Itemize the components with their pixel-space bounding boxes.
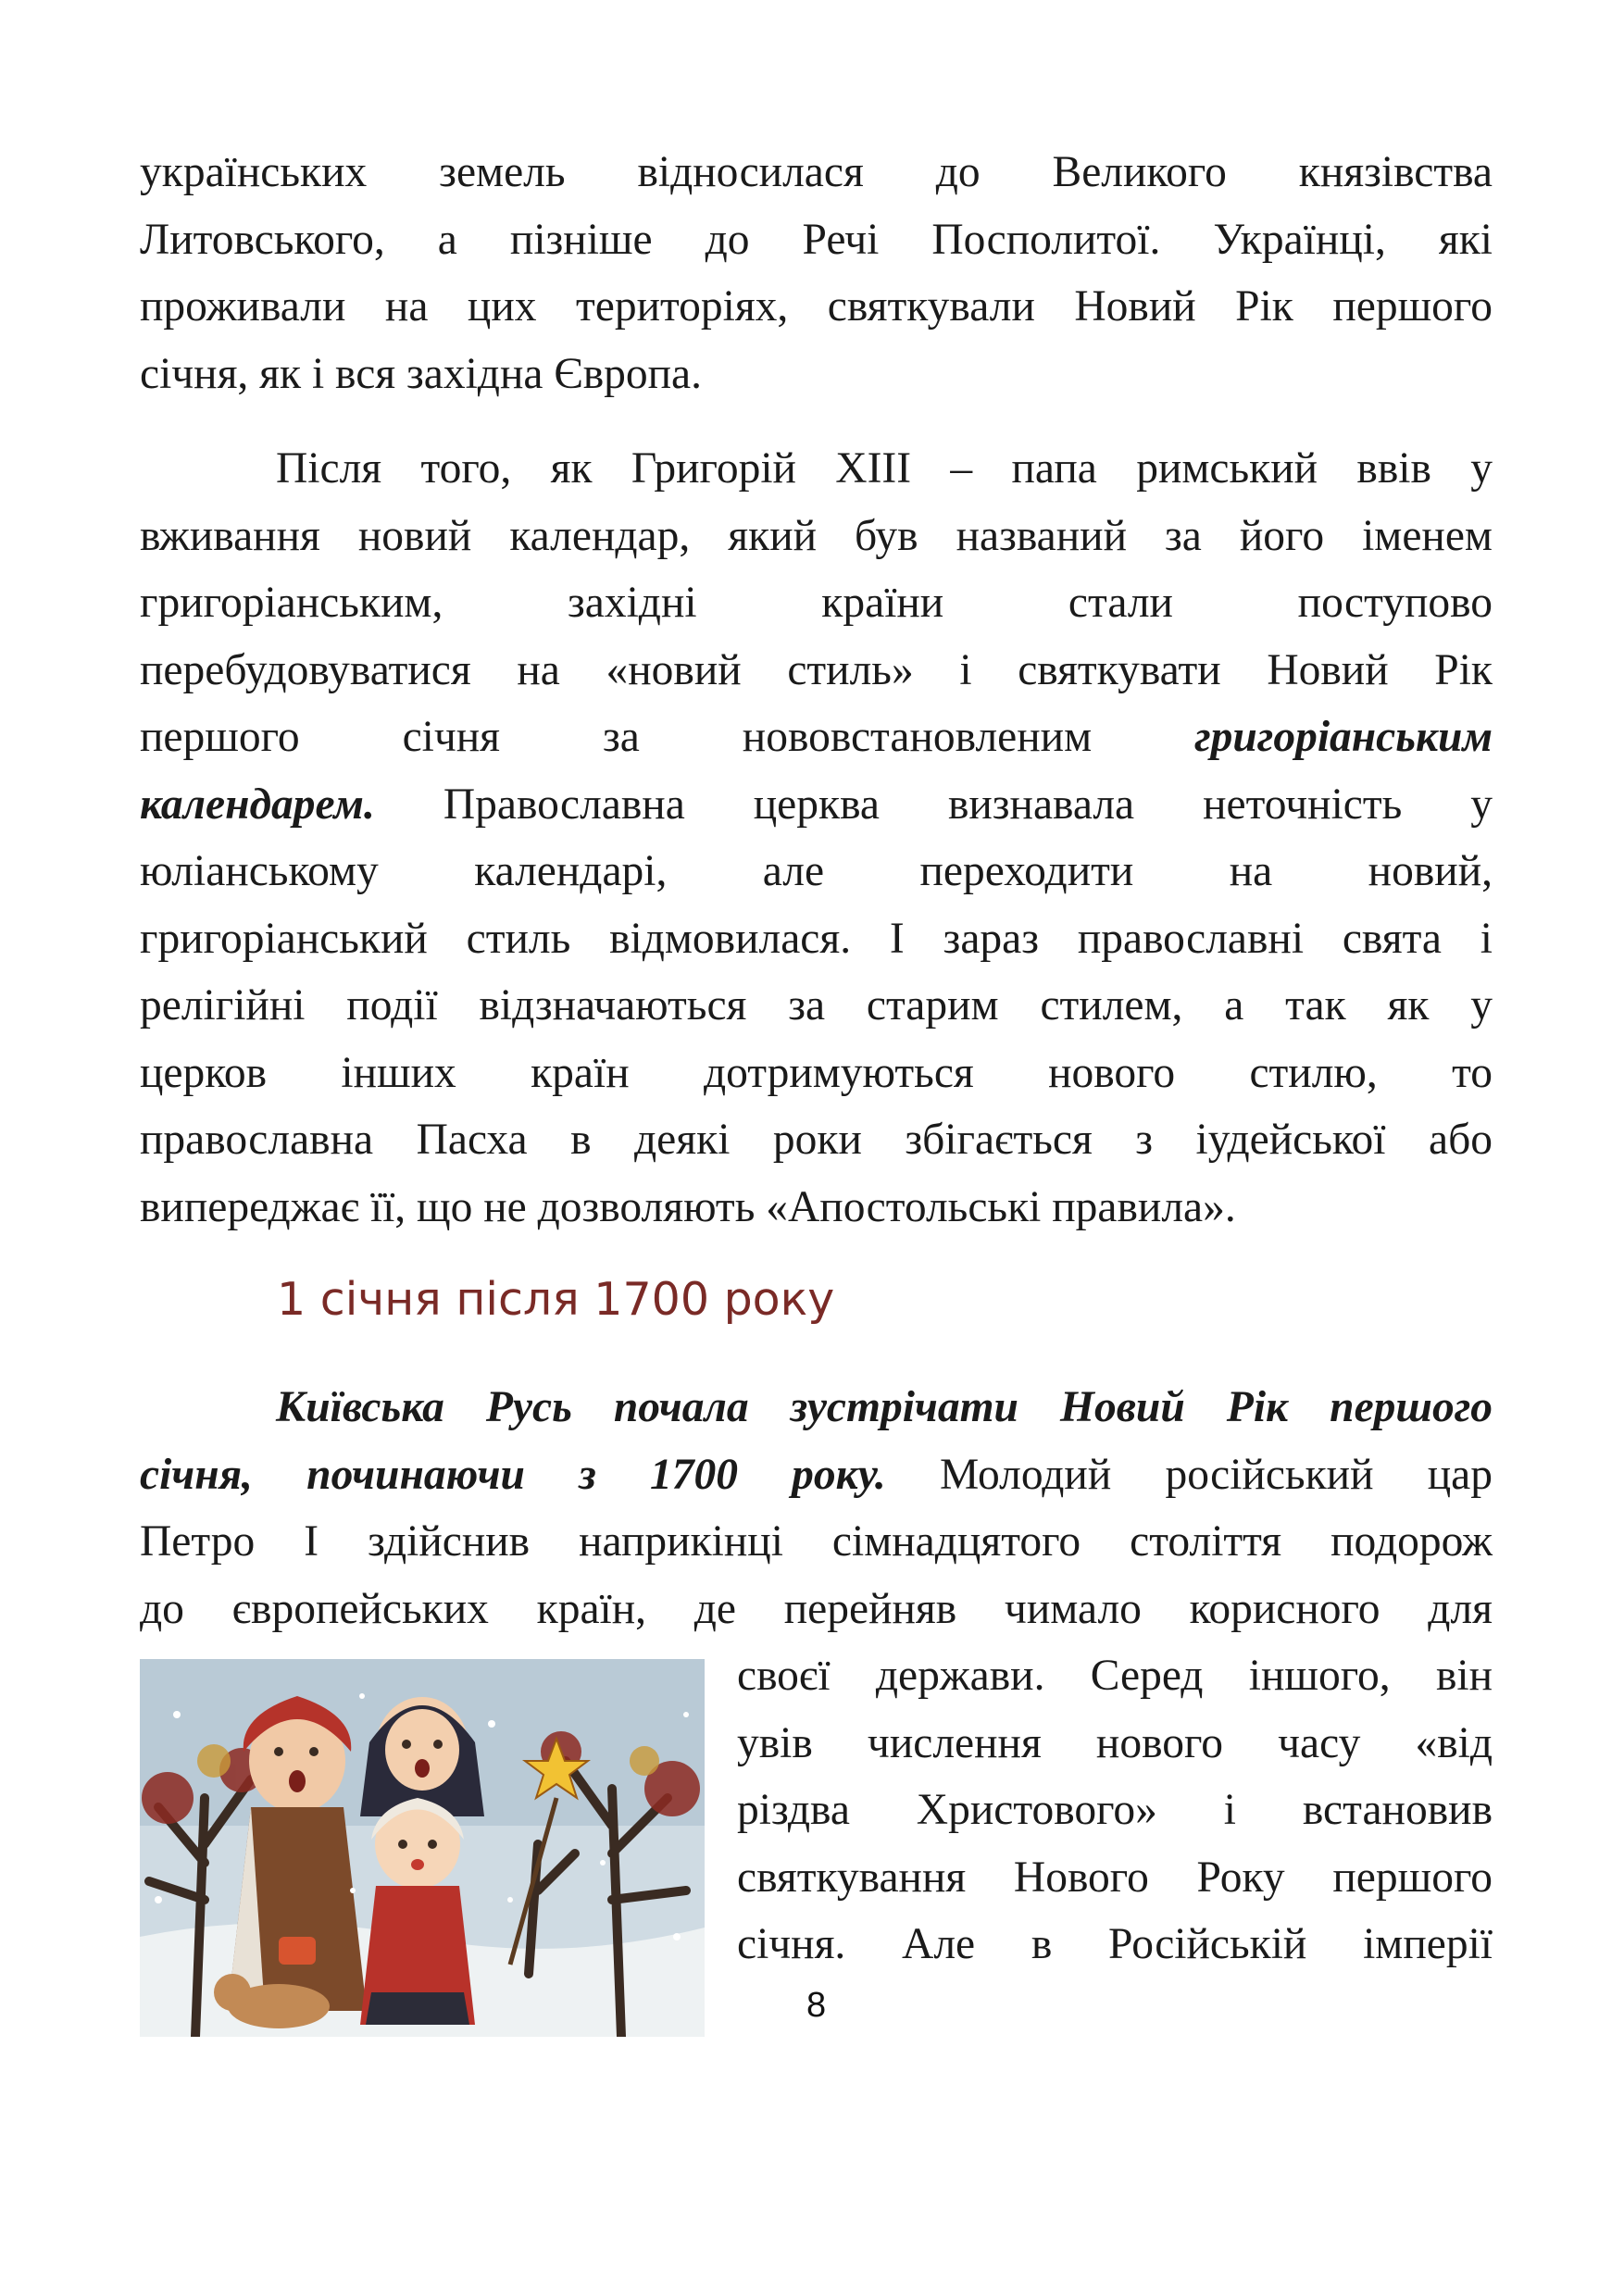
- paragraph-3: [140, 1374, 1493, 1642]
- section-heading: 1 січня після 1700 року: [277, 1273, 835, 1326]
- text-line: проживали на цих територіях, святкували Новий Рік першого: [140, 282, 1493, 331]
- emphasis-text: григоріанським: [1194, 713, 1493, 761]
- text-line: перебудовуватися на «новий стиль» і святкувати Новий Рік: [140, 645, 1493, 694]
- carolers-illustration: [140, 1659, 705, 2037]
- emphasis-text: січня, починаючи з 1700 року.: [140, 1450, 886, 1499]
- text-line: [140, 771, 1493, 839]
- text-line: юліанському календарі, але переходити на новий,: [140, 847, 1493, 895]
- text-line: Київська Русь почала зустрічати Новий Рік першого: [276, 1383, 1493, 1431]
- text-line: січня. Але в Російській імперії: [737, 1920, 1493, 1968]
- text-line: православна Пасха в деякі роки збігається з іудейської або: [140, 1116, 1493, 1164]
- paragraph-4: [737, 1642, 1493, 1978]
- text-line: різдва Христового» і встановив: [737, 1786, 1493, 1834]
- text-line: січня, як і вся західна Європа.: [140, 349, 703, 398]
- text-line: Петро І здійснив наприкінці сімнадцятого століття подорож: [140, 1517, 1493, 1566]
- text-line: релігійні події відзначаються за старим стилем, а так як у: [140, 981, 1493, 1029]
- text-line: своєї держави. Серед іншого, він: [737, 1652, 1493, 1700]
- text-line: григоріанським, західні країни стали поступово: [140, 579, 1493, 627]
- text-line: Литовського, а пізніше до Речі Посполитої. Українці, які: [140, 215, 1493, 264]
- paragraph-1: [140, 139, 1493, 407]
- text-line: увів числення нового часу «від: [737, 1718, 1493, 1767]
- text-line: українських земель відносилася до Великого князівства: [140, 148, 1493, 196]
- text-line: святкування Нового Року першого: [737, 1853, 1493, 1902]
- text-line: випереджає її, що не дозволяють «Апостольські правила».: [140, 1182, 1236, 1231]
- text-run: Православна церква визнавала неточність у: [374, 780, 1493, 829]
- text-line: вживання новий календар, який був названий за його іменем: [140, 511, 1493, 560]
- illustration-art: [140, 1659, 705, 2037]
- text-line: [140, 1441, 1493, 1509]
- text-run: Молодий російський цар: [885, 1450, 1493, 1499]
- text-line: Після того, як Григорій XIII – папа римський ввів у: [276, 444, 1493, 493]
- emphasis-text: календарем.: [140, 780, 375, 829]
- text-run: першого січня за нововстановленим: [140, 713, 1195, 761]
- paragraph-2: [140, 435, 1493, 1241]
- text-line: григоріанський стиль відмовилася. І зараз православні свята і: [140, 914, 1493, 963]
- page-number: 8: [806, 1986, 827, 2025]
- text-line: церков інших країн дотримуються нового стилю, то: [140, 1048, 1493, 1097]
- text-line: до європейських країн, де перейняв чимало корисного для: [140, 1584, 1493, 1633]
- text-line: [140, 704, 1493, 771]
